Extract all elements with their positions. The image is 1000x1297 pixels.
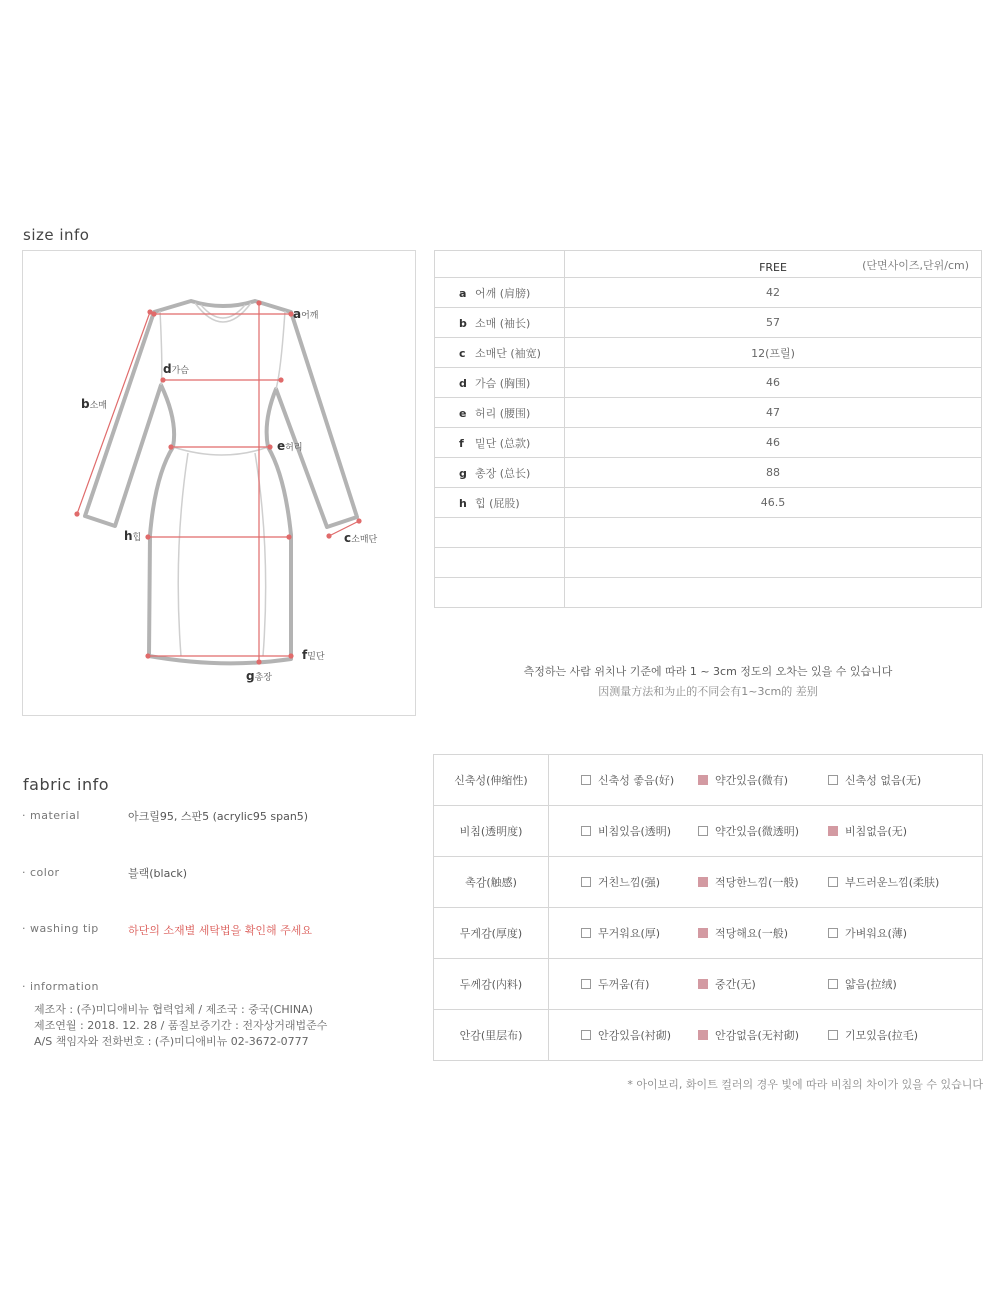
option-checkbox-selected: 약간있음(微有) (698, 772, 788, 788)
checkbox-checked-icon (698, 775, 708, 785)
size-table-header (435, 251, 982, 278)
dress-illustration (23, 251, 417, 717)
option-checkbox-selected: 비침없음(无) (828, 823, 907, 839)
table-row-empty (435, 518, 982, 548)
checkbox-checked-icon (698, 979, 708, 989)
option-checkbox-selected: 적당한느낌(一般) (698, 874, 799, 890)
checkbox-icon (828, 877, 838, 887)
fabric-row-lining: 안감(里层布) 안감있음(衬砌) 안감없음(无衬砌) 기모있음(拉毛) (434, 1010, 983, 1061)
option-checkbox: 안감있음(衬砌) (581, 1027, 671, 1043)
checkbox-icon (581, 826, 591, 836)
checkbox-icon (828, 979, 838, 989)
checkbox-icon (581, 1030, 591, 1040)
size-note-korean: 측정하는 사람 위치나 기준에 따라 1 ~ 3cm 정도의 오차는 있을 수 있습니다 (523, 665, 893, 678)
table-row: e 허리 (腰围) 47 (435, 398, 982, 428)
checkbox-checked-icon (698, 877, 708, 887)
option-checkbox: 약간있음(微透明) (698, 823, 799, 839)
info-line-manufacturer: 제조자 : (주)미디애비뉴 협력업체 / 제조국 : 중국(CHINA) (34, 1003, 313, 1016)
fabric-info-title: fabric info (23, 775, 110, 794)
table-row: d 가슴 (胸围) 46 (435, 368, 982, 398)
color-label: · color (22, 866, 60, 879)
info-line-date: 제조연월 : 2018. 12. 28 / 품질보증기간 : 전자상거래법준수 (34, 1019, 328, 1032)
table-row: g 총장 (总长) 88 (435, 458, 982, 488)
label-e: e허리 (277, 439, 303, 453)
checkbox-icon (828, 775, 838, 785)
label-h: h힙 (124, 529, 142, 543)
option-checkbox: 신축성 없음(无) (828, 772, 921, 788)
label-c: c소매단 (344, 531, 378, 545)
fabric-row-transparency: 비침(透明度) 비침있음(透明) 약간있음(微透明) 비침없음(无) (434, 806, 983, 857)
option-checkbox: 신축성 좋음(好) (581, 772, 674, 788)
label-g: g총장 (246, 669, 272, 683)
table-row: f 밑단 (总款) 46 (435, 428, 982, 458)
fabric-row-stretch: 신축성(伸缩性) 신축성 좋음(好) 약간있음(微有) 신축성 없음(无) (434, 755, 983, 806)
option-checkbox: 거친느낌(强) (581, 874, 660, 890)
checkbox-icon (581, 877, 591, 887)
checkbox-icon (698, 826, 708, 836)
unit-note: (단면사이즈,단위/cm) (862, 259, 969, 272)
fabric-row-thickness: 두께감(内料) 두꺼움(有) 중간(无) 얇음(拉绒) (434, 959, 983, 1010)
label-d: d가슴 (163, 362, 189, 376)
fabric-note: * 아이보리, 화이트 컬러의 경우 빛에 따라 비침의 차이가 있을 수 있습니다 (627, 1078, 983, 1091)
washing-tip-value: 하단의 소재별 세탁법을 확인해 주세요 (128, 924, 313, 937)
fabric-row-weight: 무게감(厚度) 무거워요(厚) 적당해요(一般) 가벼워요(薄) (434, 908, 983, 959)
washing-tip-label: · washing tip (22, 922, 99, 935)
material-value: 아크릴95, 스판5 (acrylic95 span5) (128, 810, 309, 823)
fabric-row-touch: 촉감(触感) 거친느낌(强) 적당한느낌(一般) 부드러운느낌(柔肤) (434, 857, 983, 908)
size-note-chinese: 因测量方法和为止的不同会有1~3cm的 差别 (598, 685, 818, 698)
table-row: a 어깨 (肩膀) 42 (435, 278, 982, 308)
color-value: 블랙(black) (128, 867, 188, 880)
checkbox-icon (828, 928, 838, 938)
size-info-title: size info (23, 226, 90, 244)
size-name: FREE (759, 260, 787, 274)
checkbox-icon (581, 979, 591, 989)
checkbox-icon (581, 775, 591, 785)
table-row-empty (435, 548, 982, 578)
option-checkbox: 부드러운느낌(柔肤) (828, 874, 939, 890)
label-b: b소매 (81, 397, 107, 411)
option-checkbox: 기모있음(拉毛) (828, 1027, 918, 1043)
table-row: c 소매단 (袖宽) 12(프릴) (435, 338, 982, 368)
table-row: h 힙 (屁股) 46.5 (435, 488, 982, 518)
checkbox-checked-icon (698, 1030, 708, 1040)
checkbox-checked-icon (698, 928, 708, 938)
option-checkbox-selected: 안감없음(无衬砌) (698, 1027, 799, 1043)
table-row-empty (435, 578, 982, 608)
option-checkbox: 무거워요(厚) (581, 925, 660, 941)
size-table (434, 250, 982, 608)
checkbox-icon (581, 928, 591, 938)
material-label: · material (22, 809, 80, 822)
option-checkbox-selected: 적당해요(一般) (698, 925, 788, 941)
fabric-attribute-table (433, 754, 983, 1061)
option-checkbox: 가벼워요(薄) (828, 925, 907, 941)
table-row: b 소매 (袖长) 57 (435, 308, 982, 338)
option-checkbox: 비침있음(透明) (581, 823, 671, 839)
label-a: a어깨 (293, 307, 319, 321)
information-label: · information (22, 980, 99, 993)
option-checkbox: 얇음(拉绒) (828, 976, 897, 992)
checkbox-icon (828, 1030, 838, 1040)
info-line-as: A/S 책임자와 전화번호 : (주)미디애비뉴 02-3672-0777 (34, 1035, 309, 1048)
label-f: f밑단 (302, 648, 325, 662)
option-checkbox: 두꺼움(有) (581, 976, 649, 992)
garment-diagram (22, 250, 416, 716)
option-checkbox-selected: 중간(无) (698, 976, 756, 992)
checkbox-checked-icon (828, 826, 838, 836)
